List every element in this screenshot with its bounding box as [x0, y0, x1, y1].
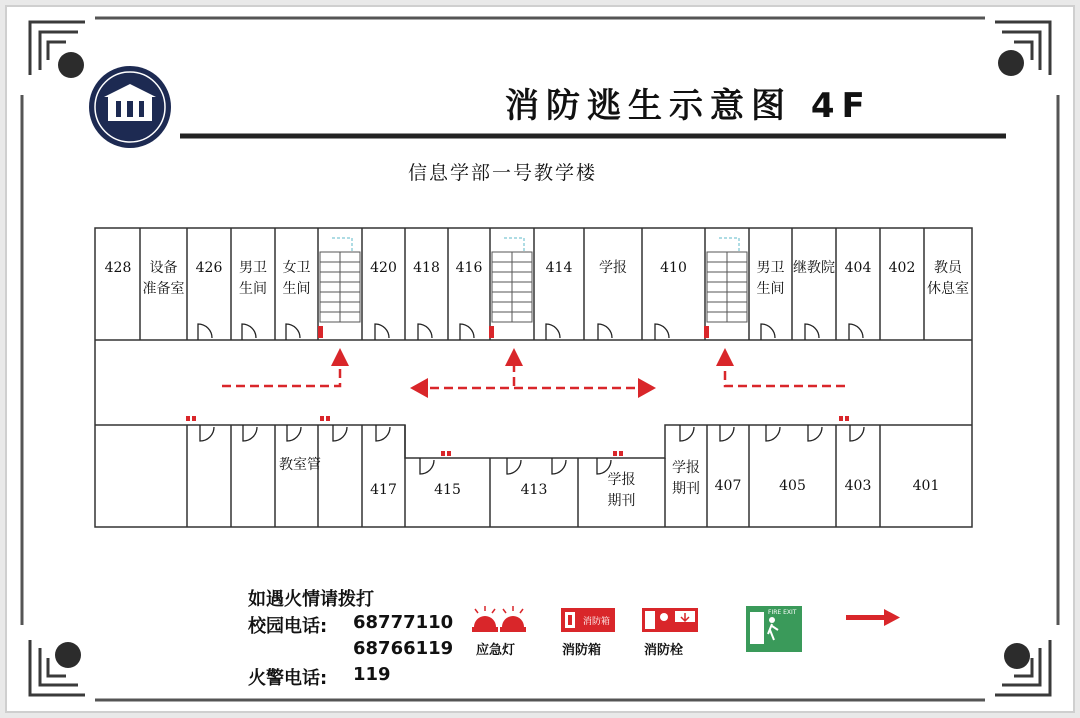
- room-label-equip: 设备 准备室: [142, 260, 185, 297]
- exit-sign-text: FIRE EXIT: [768, 609, 797, 616]
- campus-phone-2: 68766119: [353, 638, 454, 659]
- mount-screw-tl: [58, 52, 84, 78]
- room-label-r404: 404: [844, 260, 872, 276]
- room-label-admin: 教室管: [279, 457, 321, 473]
- hydrant-marker: [318, 326, 323, 338]
- legend-label-fire-hydrant: 消防栓: [644, 643, 684, 658]
- mount-screw-bl: [55, 642, 81, 668]
- room-label-r403: 403: [844, 478, 872, 494]
- legend-label-emergency-light: 应急灯: [476, 643, 516, 658]
- room-label-men2: 男卫 生间: [756, 260, 785, 297]
- room-label-r401: 401: [912, 478, 940, 494]
- page-title: 消防逃生示意图 4F: [505, 86, 872, 126]
- hydrant-marker: [489, 326, 494, 338]
- room-label-jour2: 学报 期刊: [672, 460, 700, 497]
- fire-box-sign-text: 消防箱: [583, 617, 611, 627]
- room-label-jijiao: 继教院: [793, 260, 835, 276]
- building-name: 信息学部一号教学楼: [408, 162, 598, 184]
- room-label-women: 女卫 生间: [282, 260, 311, 297]
- legend-label-fire-box: 消防箱: [562, 643, 602, 658]
- fire-phone-label: 火警电话:: [248, 668, 328, 689]
- campus-phone-1: 68777110: [353, 612, 454, 633]
- hydrant-marker: [704, 326, 709, 338]
- room-label-jour1: 学报 期刊: [607, 472, 636, 509]
- room-label-r416: 416: [455, 260, 483, 276]
- room-label-xuebao: 学报: [599, 260, 627, 276]
- room-label-r414: 414: [545, 260, 573, 276]
- room-label-r407: 407: [714, 478, 742, 494]
- room-label-rest: 教员 休息室: [927, 260, 969, 297]
- fire-phone: 119: [353, 664, 391, 685]
- room-label-men1: 男卫 生间: [239, 260, 267, 297]
- emergency-heading: 如遇火情请拨打: [248, 589, 374, 610]
- room-label-r428: 428: [104, 260, 132, 276]
- campus-phone-label: 校园电话:: [248, 616, 328, 637]
- room-label-r405: 405: [779, 478, 806, 494]
- room-label-r413: 413: [520, 482, 548, 498]
- room-label-r417: 417: [370, 482, 397, 498]
- room-label-r415: 415: [434, 482, 461, 498]
- room-label-r410: 410: [660, 260, 687, 276]
- fire-hydrant-icon: [642, 608, 698, 632]
- mount-screw-tr: [998, 50, 1024, 76]
- room-label-r420: 420: [370, 260, 397, 276]
- room-label-r402: 402: [888, 260, 916, 276]
- university-seal-logo: [89, 66, 171, 148]
- room-label-r418: 418: [413, 260, 440, 276]
- mount-screw-br: [1004, 643, 1030, 669]
- room-label-r426: 426: [195, 260, 223, 276]
